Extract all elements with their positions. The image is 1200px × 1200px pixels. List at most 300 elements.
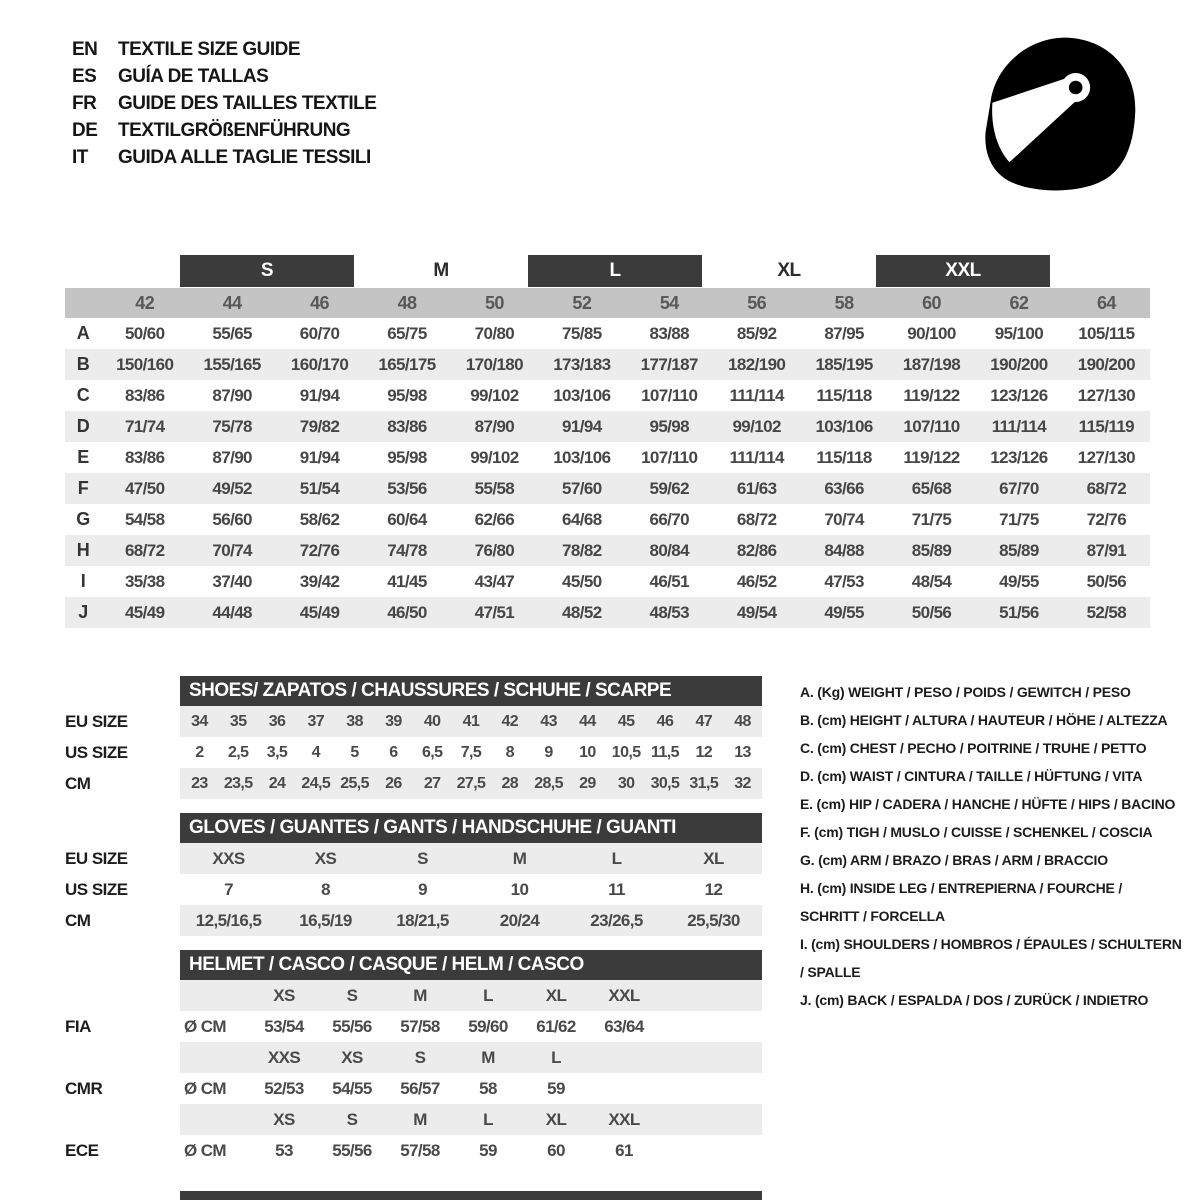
size-group-header	[65, 255, 1150, 287]
size-value-cell: 46/51	[649, 571, 690, 591]
row-letter: G	[76, 509, 90, 529]
size-value-cell: 68/72	[1086, 478, 1127, 498]
size-value-cell: 71/75	[911, 509, 952, 529]
helmet-value-cell: 61/62	[536, 1016, 576, 1036]
size-value-cell: 165/175	[378, 354, 436, 374]
size-value-cell: 63/66	[824, 478, 864, 498]
measurement-row	[65, 566, 1150, 597]
legend-item: C. (cm) CHEST / PECHO / POITRINE / TRUHE / PETTO	[800, 740, 1147, 756]
size-value-cell: 60/64	[387, 509, 427, 529]
gloves-cm-cell: 25,5/30	[687, 910, 740, 930]
size-value-cell: 49/54	[736, 602, 777, 622]
size-value-cell: 35/38	[124, 571, 165, 591]
size-value-cell: 43/47	[474, 571, 515, 591]
size-value-cell: 85/92	[736, 323, 777, 343]
shoes-us-cell: 4	[311, 743, 320, 761]
size-value-cell: 107/110	[641, 385, 698, 405]
size-value-cell: 45/49	[124, 602, 165, 622]
size-value-cell: 103/106	[553, 447, 611, 467]
helmet-size-cell: XS	[273, 985, 295, 1005]
row-letter: J	[78, 602, 88, 622]
gloves-us-cell: 7	[224, 879, 233, 899]
measurement-row	[65, 380, 1150, 411]
numeric-size-cell: 42	[135, 292, 155, 313]
textile-size-table	[65, 255, 1150, 628]
helmet-value-cell: 56/57	[400, 1078, 440, 1098]
legend-item: H. (cm) INSIDE LEG / ENTREPIERNA / FOURCHE / SCHRITT / FORCELLA	[800, 880, 1123, 924]
gloves-section	[65, 813, 765, 936]
size-value-cell: 83/86	[124, 447, 165, 467]
size-value-cell: 56/60	[212, 509, 252, 529]
size-value-cell: 90/100	[907, 323, 956, 343]
shoes-eu-row	[180, 706, 762, 737]
shoes-eu-cell: 41	[462, 712, 480, 730]
gloves-eu-cell: XXS	[212, 848, 245, 868]
size-value-cell: 49/52	[212, 478, 252, 498]
size-value-cell: 99/102	[470, 447, 519, 467]
helmet-section	[65, 950, 765, 1166]
helmet-size-cell: L	[483, 985, 493, 1005]
shoes-us-cell: 7,5	[460, 743, 482, 761]
helmet-value-cell: 54/55	[332, 1078, 372, 1098]
numeric-row-spacer	[65, 288, 101, 318]
size-value-cell: 72/76	[1086, 509, 1127, 529]
size-value-cell: 91/94	[562, 416, 602, 436]
size-value-cell: 119/122	[903, 385, 960, 405]
helmet-size-cell: S	[346, 1109, 358, 1129]
numeric-size-cell: 56	[747, 292, 767, 313]
size-value-cell: 55/65	[212, 323, 252, 343]
size-value-cell: 67/70	[999, 478, 1039, 498]
size-value-cell: 115/118	[816, 385, 872, 405]
shoes-eu-cell: 43	[540, 712, 557, 730]
gloves-eu-cell: L	[611, 848, 622, 868]
size-value-cell: 91/94	[299, 447, 340, 467]
size-value-cell: 58/62	[299, 509, 340, 529]
size-value-cell: 47/50	[124, 478, 165, 498]
size-value-cell: 50/56	[911, 602, 952, 622]
shoes-us-cell: 12	[695, 743, 713, 761]
shoes-cm-cell: 23,5	[223, 774, 253, 792]
size-value-cell: 61/63	[736, 478, 777, 498]
size-value-cell: 55/58	[474, 478, 515, 498]
size-value-cell: 115/118	[816, 447, 872, 467]
gloves-cm-cell: 16,5/19	[299, 910, 352, 930]
helmet-value-cell: 60	[547, 1140, 565, 1160]
row-letter: H	[76, 540, 90, 560]
row-letter: D	[76, 416, 90, 436]
size-value-cell: 51/56	[999, 602, 1039, 622]
size-value-cell: 91/94	[299, 385, 340, 405]
helmet-value-row	[180, 1135, 762, 1166]
shoes-eu-cell: 42	[501, 712, 519, 730]
helmet-size-cell: XS	[341, 1047, 363, 1067]
shoes-cm-row	[180, 768, 762, 799]
helmet-standard-label: CMR	[65, 1078, 103, 1098]
shoes-cm-cell: 30,5	[650, 774, 680, 792]
shoes-cm-cell: 27	[423, 774, 441, 792]
size-value-cell: 190/200	[990, 354, 1048, 374]
size-value-cell: 50/60	[124, 323, 165, 343]
helmet-size-cell: XL	[545, 1109, 567, 1129]
shoes-eu-cell: 36	[268, 712, 286, 730]
size-value-cell: 54/58	[124, 509, 165, 529]
size-value-cell: 87/95	[824, 323, 864, 343]
numeric-size-cell: 50	[484, 292, 504, 313]
numeric-size-cell: 58	[834, 292, 854, 313]
size-value-cell: 95/98	[649, 416, 690, 436]
gloves-cm-row	[180, 905, 762, 936]
row-letter: F	[77, 478, 89, 498]
gloves-us-cell: 12	[704, 879, 723, 899]
shoes-eu-cell: 40	[423, 712, 441, 730]
language-code: IT	[72, 146, 88, 168]
shoes-cm-cell: 25,5	[340, 774, 369, 792]
shoes-us-cell: 11,5	[651, 743, 679, 761]
numeric-size-cell: 60	[922, 292, 941, 313]
row-letter: C	[76, 385, 90, 405]
helmet-size-cell	[590, 1042, 658, 1073]
size-value-cell: 45/49	[299, 602, 340, 622]
shoes-us-cell: 2	[195, 743, 204, 761]
size-value-cell: 103/106	[815, 416, 873, 436]
helmet-value-cell: 59/60	[468, 1016, 508, 1036]
gloves-us-label: US SIZE	[65, 879, 128, 899]
size-value-cell: 111/114	[729, 447, 784, 467]
gloves-eu-label: EU SIZE	[65, 848, 128, 868]
shoes-cm-cell: 24	[268, 774, 286, 792]
shoes-cm-cell: 31,5	[689, 774, 719, 792]
size-value-cell: 107/110	[903, 416, 960, 436]
shoes-cm-cell: 26	[385, 774, 402, 792]
language-row	[72, 144, 376, 171]
shoes-us-cell: 6,5	[421, 743, 443, 761]
diameter-label: Ø CM	[184, 1140, 226, 1160]
shoes-us-cell: 10	[579, 743, 596, 761]
size-value-cell: 50/56	[1086, 571, 1127, 591]
language-title: GUIDA ALLE TAGLIE TESSILI	[118, 146, 371, 168]
legend-item: B. (cm) HEIGHT / ALTURA / HAUTEUR / HÖHE / ALTEZZA	[800, 712, 1168, 728]
size-value-cell: 52/58	[1086, 602, 1127, 622]
size-value-cell: 72/76	[299, 540, 340, 560]
size-value-cell: 99/102	[470, 385, 519, 405]
size-value-cell: 95/100	[994, 323, 1044, 343]
numeric-size-cell: 44	[222, 292, 242, 313]
size-value-cell: 48/52	[562, 602, 602, 622]
shoes-cm-cell: 27,5	[456, 774, 486, 792]
gloves-cm-cell: 23/26,5	[590, 910, 643, 930]
size-value-cell: 76/80	[474, 540, 515, 560]
shoes-cm-label: CM	[65, 773, 91, 793]
size-value-cell: 65/68	[911, 478, 952, 498]
helmet-value-cell: 53	[275, 1140, 293, 1160]
size-value-cell: 150/160	[116, 354, 174, 374]
helmet-value-cell: 59	[479, 1140, 497, 1160]
shoes-us-cell: 6	[389, 743, 398, 761]
size-value-cell: 87/90	[474, 416, 515, 436]
helmet-value-cell: 58	[479, 1078, 497, 1098]
size-value-cell: 115/119	[1078, 416, 1135, 436]
numeric-size-cell: 48	[397, 292, 417, 313]
size-value-cell: 78/82	[562, 540, 602, 560]
shoes-cm-cell: 23	[191, 774, 208, 792]
size-value-cell: 155/165	[203, 354, 261, 374]
size-value-cell: 41/45	[387, 571, 427, 591]
size-value-cell: 170/180	[465, 354, 524, 374]
shoes-cm-cell: 28,5	[534, 774, 563, 792]
size-value-cell: 71/74	[124, 416, 165, 436]
language-code: ES	[72, 65, 97, 87]
size-value-cell: 83/88	[649, 323, 690, 343]
racing-helmet-icon	[972, 28, 1142, 198]
size-value-cell: 173/183	[553, 354, 611, 374]
size-value-cell: 48/53	[649, 602, 690, 622]
shoes-eu-label: EU SIZE	[65, 711, 128, 731]
size-value-cell: 160/170	[290, 354, 349, 374]
helmet-standard-label: ECE	[65, 1140, 99, 1160]
shoes-eu-cell: 45	[617, 712, 635, 730]
size-value-cell: 84/88	[824, 540, 864, 560]
size-value-cell: 182/190	[728, 354, 786, 374]
measurement-row	[65, 411, 1150, 442]
gloves-cm-cell: 20/24	[499, 910, 540, 930]
gloves-us-cell: 11	[608, 879, 625, 899]
shoes-eu-cell: 44	[579, 712, 596, 730]
numeric-size-cell: 54	[659, 292, 679, 313]
size-value-cell: 70/74	[824, 509, 864, 529]
measurement-row	[65, 504, 1150, 535]
size-value-cell: 53/56	[387, 478, 427, 498]
helmet-size-row	[180, 1042, 762, 1073]
size-value-cell: 47/53	[824, 571, 864, 591]
shoes-us-cell: 8	[505, 743, 514, 761]
size-value-cell: 70/80	[474, 323, 515, 343]
helmet-size-cell: XL	[545, 985, 567, 1005]
helmet-size-cell: L	[551, 1047, 561, 1067]
size-group-s: S	[180, 255, 354, 287]
numeric-size-cell: 62	[1009, 292, 1029, 313]
size-value-cell: 83/86	[124, 385, 165, 405]
gloves-cm-cell: 12,5/16,5	[195, 910, 262, 930]
size-value-cell: 103/106	[553, 385, 611, 405]
size-value-cell: 119/122	[903, 447, 960, 467]
cropped-section-bar	[180, 1191, 762, 1200]
gloves-eu-row	[180, 843, 762, 874]
measurement-legend	[800, 678, 1182, 1014]
size-group-xxl: XXL	[876, 255, 1050, 287]
language-row	[72, 90, 376, 117]
shoes-cm-cell: 29	[579, 774, 596, 792]
gloves-title-bar: GLOVES / GUANTES / GANTS / HANDSCHUHE / GUANTI	[180, 813, 762, 843]
language-title: GUIDE DES TAILLES TEXTILE	[118, 92, 377, 114]
size-group-xl: XL	[777, 260, 801, 281]
shoes-us-cell: 5	[350, 743, 359, 761]
shoes-eu-cell: 38	[346, 712, 363, 730]
shoes-eu-cell: 35	[229, 712, 247, 730]
size-value-cell: 87/90	[212, 447, 252, 467]
helmet-value-cell: 59	[547, 1078, 565, 1098]
helmet-size-cell: M	[481, 1047, 495, 1067]
numeric-size-cell: 64	[1096, 292, 1116, 313]
size-value-cell: 87/91	[1086, 540, 1127, 560]
size-value-cell: 44/48	[212, 602, 252, 622]
size-value-cell: 66/70	[649, 509, 690, 529]
helmet-value-cell: 55/56	[332, 1140, 372, 1160]
numeric-size-cell: 46	[310, 292, 329, 313]
size-value-cell: 187/198	[902, 354, 961, 374]
size-value-cell: 57/60	[562, 478, 602, 498]
gloves-cm-cell: 18/21,5	[396, 910, 449, 930]
size-value-cell: 177/187	[640, 354, 698, 374]
size-value-cell: 85/89	[999, 540, 1039, 560]
shoes-title-bar: SHOES/ ZAPATOS / CHAUSSURES / SCHUHE / SCARPE	[180, 676, 762, 706]
helmet-value-cell: 55/56	[332, 1016, 372, 1036]
size-value-cell: 45/50	[562, 571, 602, 591]
language-code: EN	[72, 38, 98, 60]
size-value-cell: 185/195	[815, 354, 873, 374]
size-value-cell: 71/75	[999, 509, 1039, 529]
helmet-value-cell	[590, 1073, 658, 1104]
gloves-eu-cell: XL	[703, 848, 724, 868]
shoes-cm-cell: 28	[501, 774, 519, 792]
row-letter: B	[76, 354, 90, 374]
size-value-cell: 107/110	[641, 447, 698, 467]
shoes-cm-cell: 30	[617, 774, 635, 792]
size-group-m: M	[433, 260, 449, 281]
size-value-cell: 46/52	[736, 571, 777, 591]
shoes-section	[65, 676, 765, 799]
numeric-size-cell: 52	[572, 292, 592, 313]
helmet-size-row	[180, 1104, 762, 1135]
diameter-label: Ø CM	[184, 1016, 226, 1036]
size-value-cell: 62/66	[474, 509, 515, 529]
helmet-size-row	[180, 980, 762, 1011]
shoes-eu-cell: 37	[307, 712, 325, 730]
size-value-cell: 105/115	[1078, 323, 1135, 343]
shoes-eu-cell: 47	[695, 712, 713, 730]
size-value-cell: 59/62	[649, 478, 690, 498]
size-value-cell: 111/114	[729, 385, 784, 405]
diameter-label: Ø CM	[184, 1078, 226, 1098]
helmet-value-cell: 53/54	[264, 1016, 304, 1036]
helmet-size-cell: L	[483, 1109, 493, 1129]
size-value-cell: 75/85	[562, 323, 602, 343]
shoes-us-cell: 9	[544, 743, 553, 761]
measurement-rows	[65, 318, 1150, 628]
size-value-cell: 64/68	[562, 509, 602, 529]
size-group-spacer	[65, 255, 180, 287]
size-value-cell: 127/130	[1077, 447, 1135, 467]
size-value-cell: 85/89	[911, 540, 952, 560]
language-row	[72, 117, 376, 144]
size-value-cell: 83/86	[387, 416, 427, 436]
legend-item: J. (cm) BACK / ESPALDA / DOS / ZURÜCK / INDIETRO	[800, 992, 1149, 1008]
size-value-cell: 123/126	[990, 385, 1048, 405]
size-value-cell: 65/75	[387, 323, 427, 343]
legend-item: F. (cm) TIGH / MUSLO / CUISSE / SCHENKEL / COSCIA	[800, 824, 1153, 840]
shoes-eu-cell: 48	[734, 712, 751, 730]
size-value-cell: 99/102	[732, 416, 781, 436]
language-code: FR	[72, 92, 97, 114]
row-letter: I	[80, 571, 86, 591]
language-header	[72, 36, 376, 171]
legend-item: D. (cm) WAIST / CINTURA / TAILLE / HÜFTUNG / VITA	[800, 768, 1143, 784]
legend-item: A. (Kg) WEIGHT / PESO / POIDS / GEWITCH / PESO	[800, 684, 1131, 700]
size-value-cell: 46/50	[387, 602, 427, 622]
legend-item: G. (cm) ARM / BRAZO / BRAS / ARM / BRACCIO	[800, 852, 1108, 868]
shoes-us-cell: 2,5	[227, 743, 249, 761]
row-letter: E	[77, 447, 89, 467]
measurement-row	[65, 535, 1150, 566]
shoes-cm-cell: 32	[734, 774, 751, 792]
size-value-cell: 48/54	[911, 571, 952, 591]
language-title: TEXTILE SIZE GUIDE	[118, 38, 301, 60]
helmet-value-cell: 57/58	[400, 1140, 440, 1160]
size-value-cell: 37/40	[212, 571, 252, 591]
gloves-us-cell: 8	[321, 879, 330, 899]
gloves-us-row	[180, 874, 762, 905]
size-value-cell: 190/200	[1077, 354, 1135, 374]
helmet-size-cell: M	[413, 1109, 427, 1129]
helmet-size-cell: XXL	[608, 985, 640, 1005]
size-value-cell: 68/72	[736, 509, 777, 529]
helmet-size-cell: M	[413, 985, 427, 1005]
size-value-cell: 95/98	[387, 385, 427, 405]
shoes-us-row	[180, 737, 762, 768]
shoes-cm-cell: 24,5	[301, 774, 331, 792]
gloves-eu-cell: XS	[314, 848, 337, 868]
size-value-cell: 87/90	[212, 385, 252, 405]
helmet-value-cell: 52/53	[264, 1078, 304, 1098]
helmet-title-bar: HELMET / CASCO / CASQUE / HELM / CASCO	[180, 950, 762, 980]
measurement-row	[65, 597, 1150, 628]
gloves-eu-cell: S	[417, 848, 428, 868]
helmet-value-cell: 63/64	[604, 1016, 644, 1036]
helmet-value-row	[180, 1011, 762, 1042]
numeric-size-row	[65, 288, 1150, 318]
measurement-row	[65, 349, 1150, 380]
gloves-us-cell: 10	[510, 879, 529, 899]
helmet-value-cell: 61	[615, 1140, 633, 1160]
size-value-cell: 82/86	[736, 540, 777, 560]
helmet-size-cell: S	[414, 1047, 426, 1067]
language-title: TEXTILGRÖßENFÜHRUNG	[118, 119, 351, 141]
gloves-cm-label: CM	[65, 910, 91, 930]
size-value-cell: 111/114	[991, 416, 1047, 436]
language-code: DE	[72, 119, 98, 141]
helmet-size-cell: XXL	[608, 1109, 640, 1129]
measurement-row	[65, 442, 1150, 473]
size-value-cell: 68/72	[124, 540, 165, 560]
size-value-cell: 49/55	[824, 602, 864, 622]
size-value-cell: 80/84	[649, 540, 690, 560]
language-title: GUÍA DE TALLAS	[118, 65, 269, 87]
legend-item: I. (cm) SHOULDERS / HOMBROS / ÉPAULES / SCHULTERN / SPALLE	[800, 936, 1182, 980]
size-value-cell: 95/98	[387, 447, 427, 467]
gloves-eu-cell: M	[512, 848, 527, 868]
helmet-value-row	[180, 1073, 762, 1104]
shoes-us-cell: 10,5	[611, 743, 641, 761]
size-value-cell: 74/78	[387, 540, 427, 560]
helmet-size-cell: S	[346, 985, 358, 1005]
legend-item: E. (cm) HIP / CADERA / HANCHE / HÜFTE / HIPS / BACINO	[800, 796, 1176, 812]
helmet-size-cell: XS	[273, 1109, 295, 1129]
size-value-cell: 60/70	[299, 323, 340, 343]
size-value-cell: 39/42	[299, 571, 340, 591]
measurement-row	[65, 318, 1150, 349]
helmet-standard-label: FIA	[65, 1016, 91, 1036]
measurement-row	[65, 473, 1150, 504]
